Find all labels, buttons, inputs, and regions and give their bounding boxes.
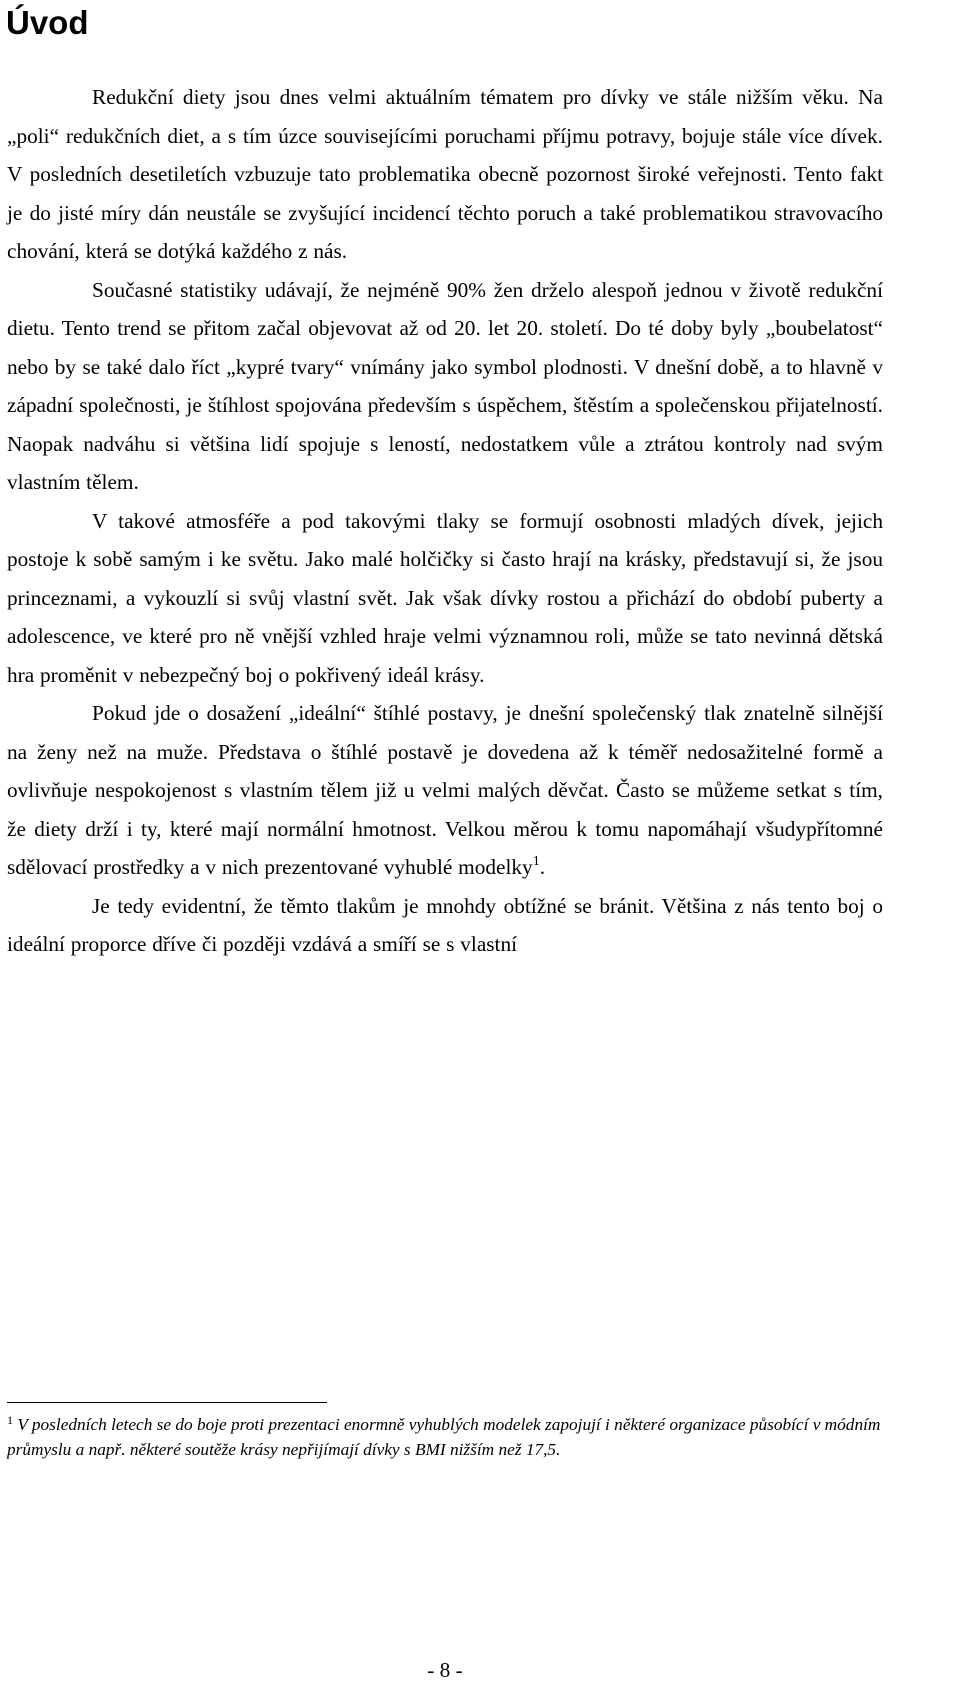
paragraph-1 [7,78,883,271]
page-number: - 8 - [427,1658,463,1682]
paragraph-5-text: Je tedy evidentní, že těmto tlakům je mnohdy obtížné se bránit. Většina z nás tento boj o ideální proporce dříve či později vzdává a smíří se s vlastní [7,893,883,956]
footnote-number: 1 [7,1413,13,1427]
paragraph-4-text: Pokud jde o dosažení „ideální“ štíhlé postavy, je dnešní společenský tlak znatelně silnější na ženy než na muže. Představa o štíhlé postavě je dovedena až k téměř nedosažitelné formě a ovlivňuje nespokojenost s vlastním tělem již u velmi malých děvčat. Často se můžeme setkat s tím, že diety drží i ty, které mají normální hmotnost. Velkou měrou k tomu napomáhají všudypřítomné sdělovací prostředky a v nich prezentované vyhublé modelky [7,701,883,879]
paragraph-3 [7,502,883,695]
paragraph-1-text: Redukční diety jsou dnes velmi aktuálním tématem pro dívky ve stále nižším věku. Na „poli“ redukčních diet, a s tím úzce souvisejícími poruchami příjmu potravy, bojuje stále více dívek. V posledních desetiletích vzbuzuje tato problematika obecně pozornost široké veřejnosti. Tento fakt je do jisté míry dán neustále se zvyšující incidencí těchto poruch a také problematikou stravovacího chování, která se dotýká každého z nás. [7,85,883,263]
paragraph-3-text: V takové atmosféře a pod takovými tlaky se formují osobnosti mladých dívek, jejich postoje k sobě samým i ke světu. Jako malé holčičky si často hrají na krásky, představují si, že jsou princeznami, a vykouzlí si svůj vlastní svět. Jak však dívky rostou a přichází do období puberty a adolescence, ve které pro ně vnější vzhled hraje velmi významnou roli, může se tato nevinná dětská hra proměnit v nebezpečný boj o pokřivený ideál krásy. [7,508,883,687]
paragraph-4 [7,694,883,887]
section-heading: Úvod [6,4,89,41]
paragraph-4-tail: . [539,855,546,879]
footnote-reference[interactable]: 1 [532,854,540,869]
footnote-text: V posledních letech se do boje proti prezentaci enormně vyhublých modelek zapojují i některé organizace působící v módním průmyslu a např. některé soutěže krásy nepřijímají dívky s BMI nižším než 17,5. [7,1415,881,1459]
footnote-separator [7,1402,327,1403]
paragraph-2-text: Současné statistiky udávají, že nejméně 90% žen drželo alespoň jednou v životě redukční dietu. Tento trend se přitom začal objevovat až od 20. let 20. století. Do té doby byly „boubelatost“ nebo by se také dalo říct „kypré tvary“ vnímány jako symbol plodnosti. V dnešní době, a to hlavně v západní společnosti, je štíhlost spojována především s úspěchem, štěstím a společenskou přijatelností. Naopak nadváhu si většina lidí spojuje s leností, nedostatkem vůle a ztrátou kontroly nad svým vlastním tělem. [7,277,883,494]
footnote [7,1412,883,1462]
body-text [7,78,883,964]
paragraph-2 [7,271,883,502]
paragraph-5 [7,887,883,964]
